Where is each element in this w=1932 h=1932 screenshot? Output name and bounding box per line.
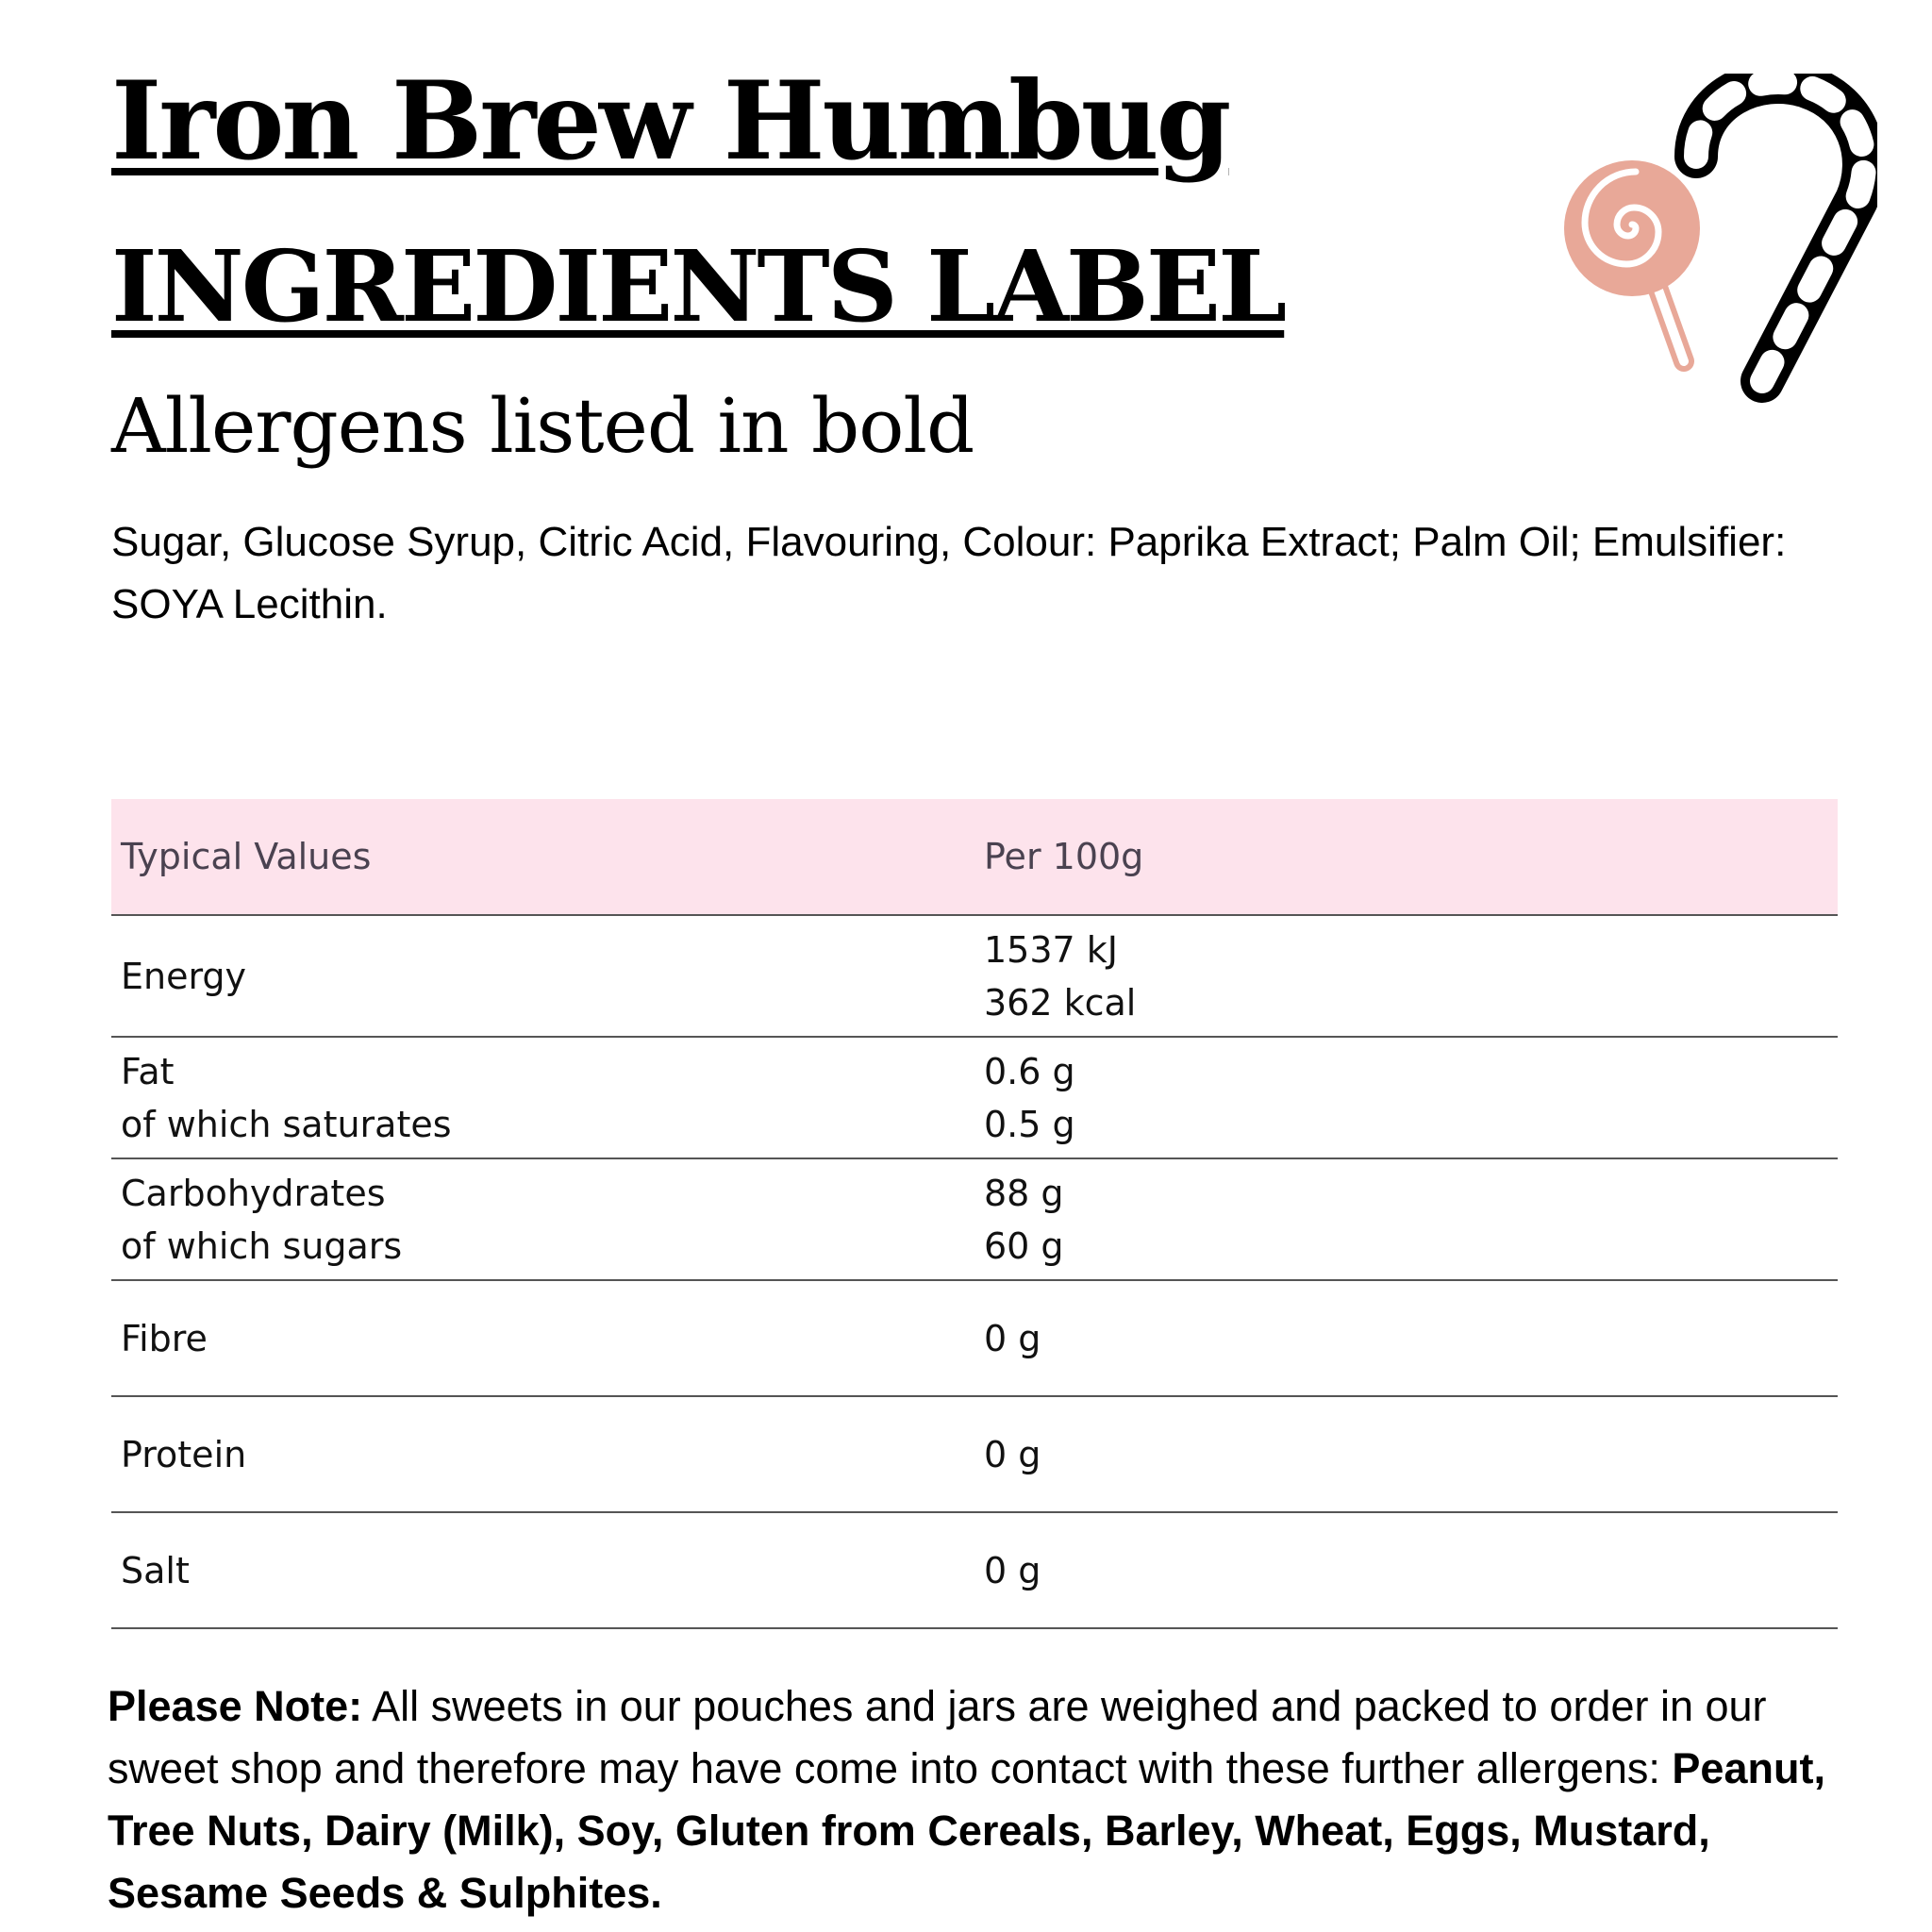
- sweets-illustration: [1538, 74, 1877, 404]
- value-line: 60 g: [984, 1224, 1064, 1267]
- nutrient-name: Fat: [121, 1050, 175, 1092]
- column-header-typical-values: Typical Values: [111, 799, 974, 915]
- allergen-note: [108, 1675, 1843, 1924]
- table-row: [111, 1280, 1838, 1396]
- nutrient-value: [974, 1037, 1838, 1158]
- value-line: 0 g: [984, 1549, 1041, 1591]
- nutrient-label: [111, 1396, 974, 1512]
- nutrient-name: Fibre: [121, 1317, 208, 1359]
- table-header-row: [111, 799, 1838, 915]
- nutrient-value: [974, 1396, 1838, 1512]
- note-text: All sweets in our pouches and jars are weighed and packed to order in our sweet shop and therefore may have come into contact with these further allergens:: [108, 1682, 1767, 1792]
- nutrient-name: Salt: [121, 1549, 190, 1591]
- column-header-per-100g: Per 100g: [974, 799, 1838, 915]
- nutrient-name: Protein: [121, 1433, 247, 1475]
- table-row: [111, 1037, 1838, 1158]
- nutrient-label: [111, 1037, 974, 1158]
- nutrient-name: Energy: [121, 955, 247, 997]
- note-allergens: Peanut, Tree Nuts, Dairy (Milk), Soy, Gluten from Cereals, Barley, Wheat, Eggs, Mustard, Sesame Seeds & Sulphites.: [108, 1744, 1825, 1917]
- table-row: [111, 1396, 1838, 1512]
- nutrient-value: [974, 1158, 1838, 1280]
- table-row: [111, 1158, 1838, 1280]
- nutrient-value: [974, 915, 1838, 1037]
- value-line: 362 kcal: [984, 981, 1137, 1024]
- lollipop-icon: [1564, 160, 1700, 361]
- value-line: 0.6 g: [984, 1050, 1075, 1092]
- nutrient-label: [111, 915, 974, 1037]
- nutrient-label: [111, 1158, 974, 1280]
- note-lead: Please Note:: [108, 1682, 363, 1730]
- candy-cane-icon: [1696, 82, 1864, 381]
- nutrient-value: [974, 1280, 1838, 1396]
- table-row: [111, 1512, 1838, 1628]
- nutrient-name: Carbohydrates: [121, 1172, 386, 1214]
- nutrition-table: [111, 799, 1838, 1629]
- product-title: Iron Brew Humbug: [111, 58, 1229, 184]
- label-heading: INGREDIENTS LABEL: [111, 228, 1285, 344]
- table-row: [111, 915, 1838, 1037]
- value-line: 1537 kJ: [984, 928, 1118, 971]
- allergen-subtitle: Allergens listed in bold: [111, 382, 974, 470]
- value-line: 88 g: [984, 1172, 1064, 1214]
- nutrient-label: [111, 1280, 974, 1396]
- nutrient-label: [111, 1512, 974, 1628]
- value-line: 0 g: [984, 1317, 1041, 1359]
- value-line: 0.5 g: [984, 1103, 1075, 1145]
- value-line: 0 g: [984, 1433, 1041, 1475]
- nutrient-subname: of which sugars: [121, 1224, 403, 1267]
- nutrient-value: [974, 1512, 1838, 1628]
- ingredients-list: Sugar, Glucose Syrup, Citric Acid, Flavouring, Colour: Paprika Extract; Palm Oil; Emulsifier: SOYA Lecithin.: [111, 519, 1787, 627]
- nutrient-subname: of which saturates: [121, 1103, 452, 1145]
